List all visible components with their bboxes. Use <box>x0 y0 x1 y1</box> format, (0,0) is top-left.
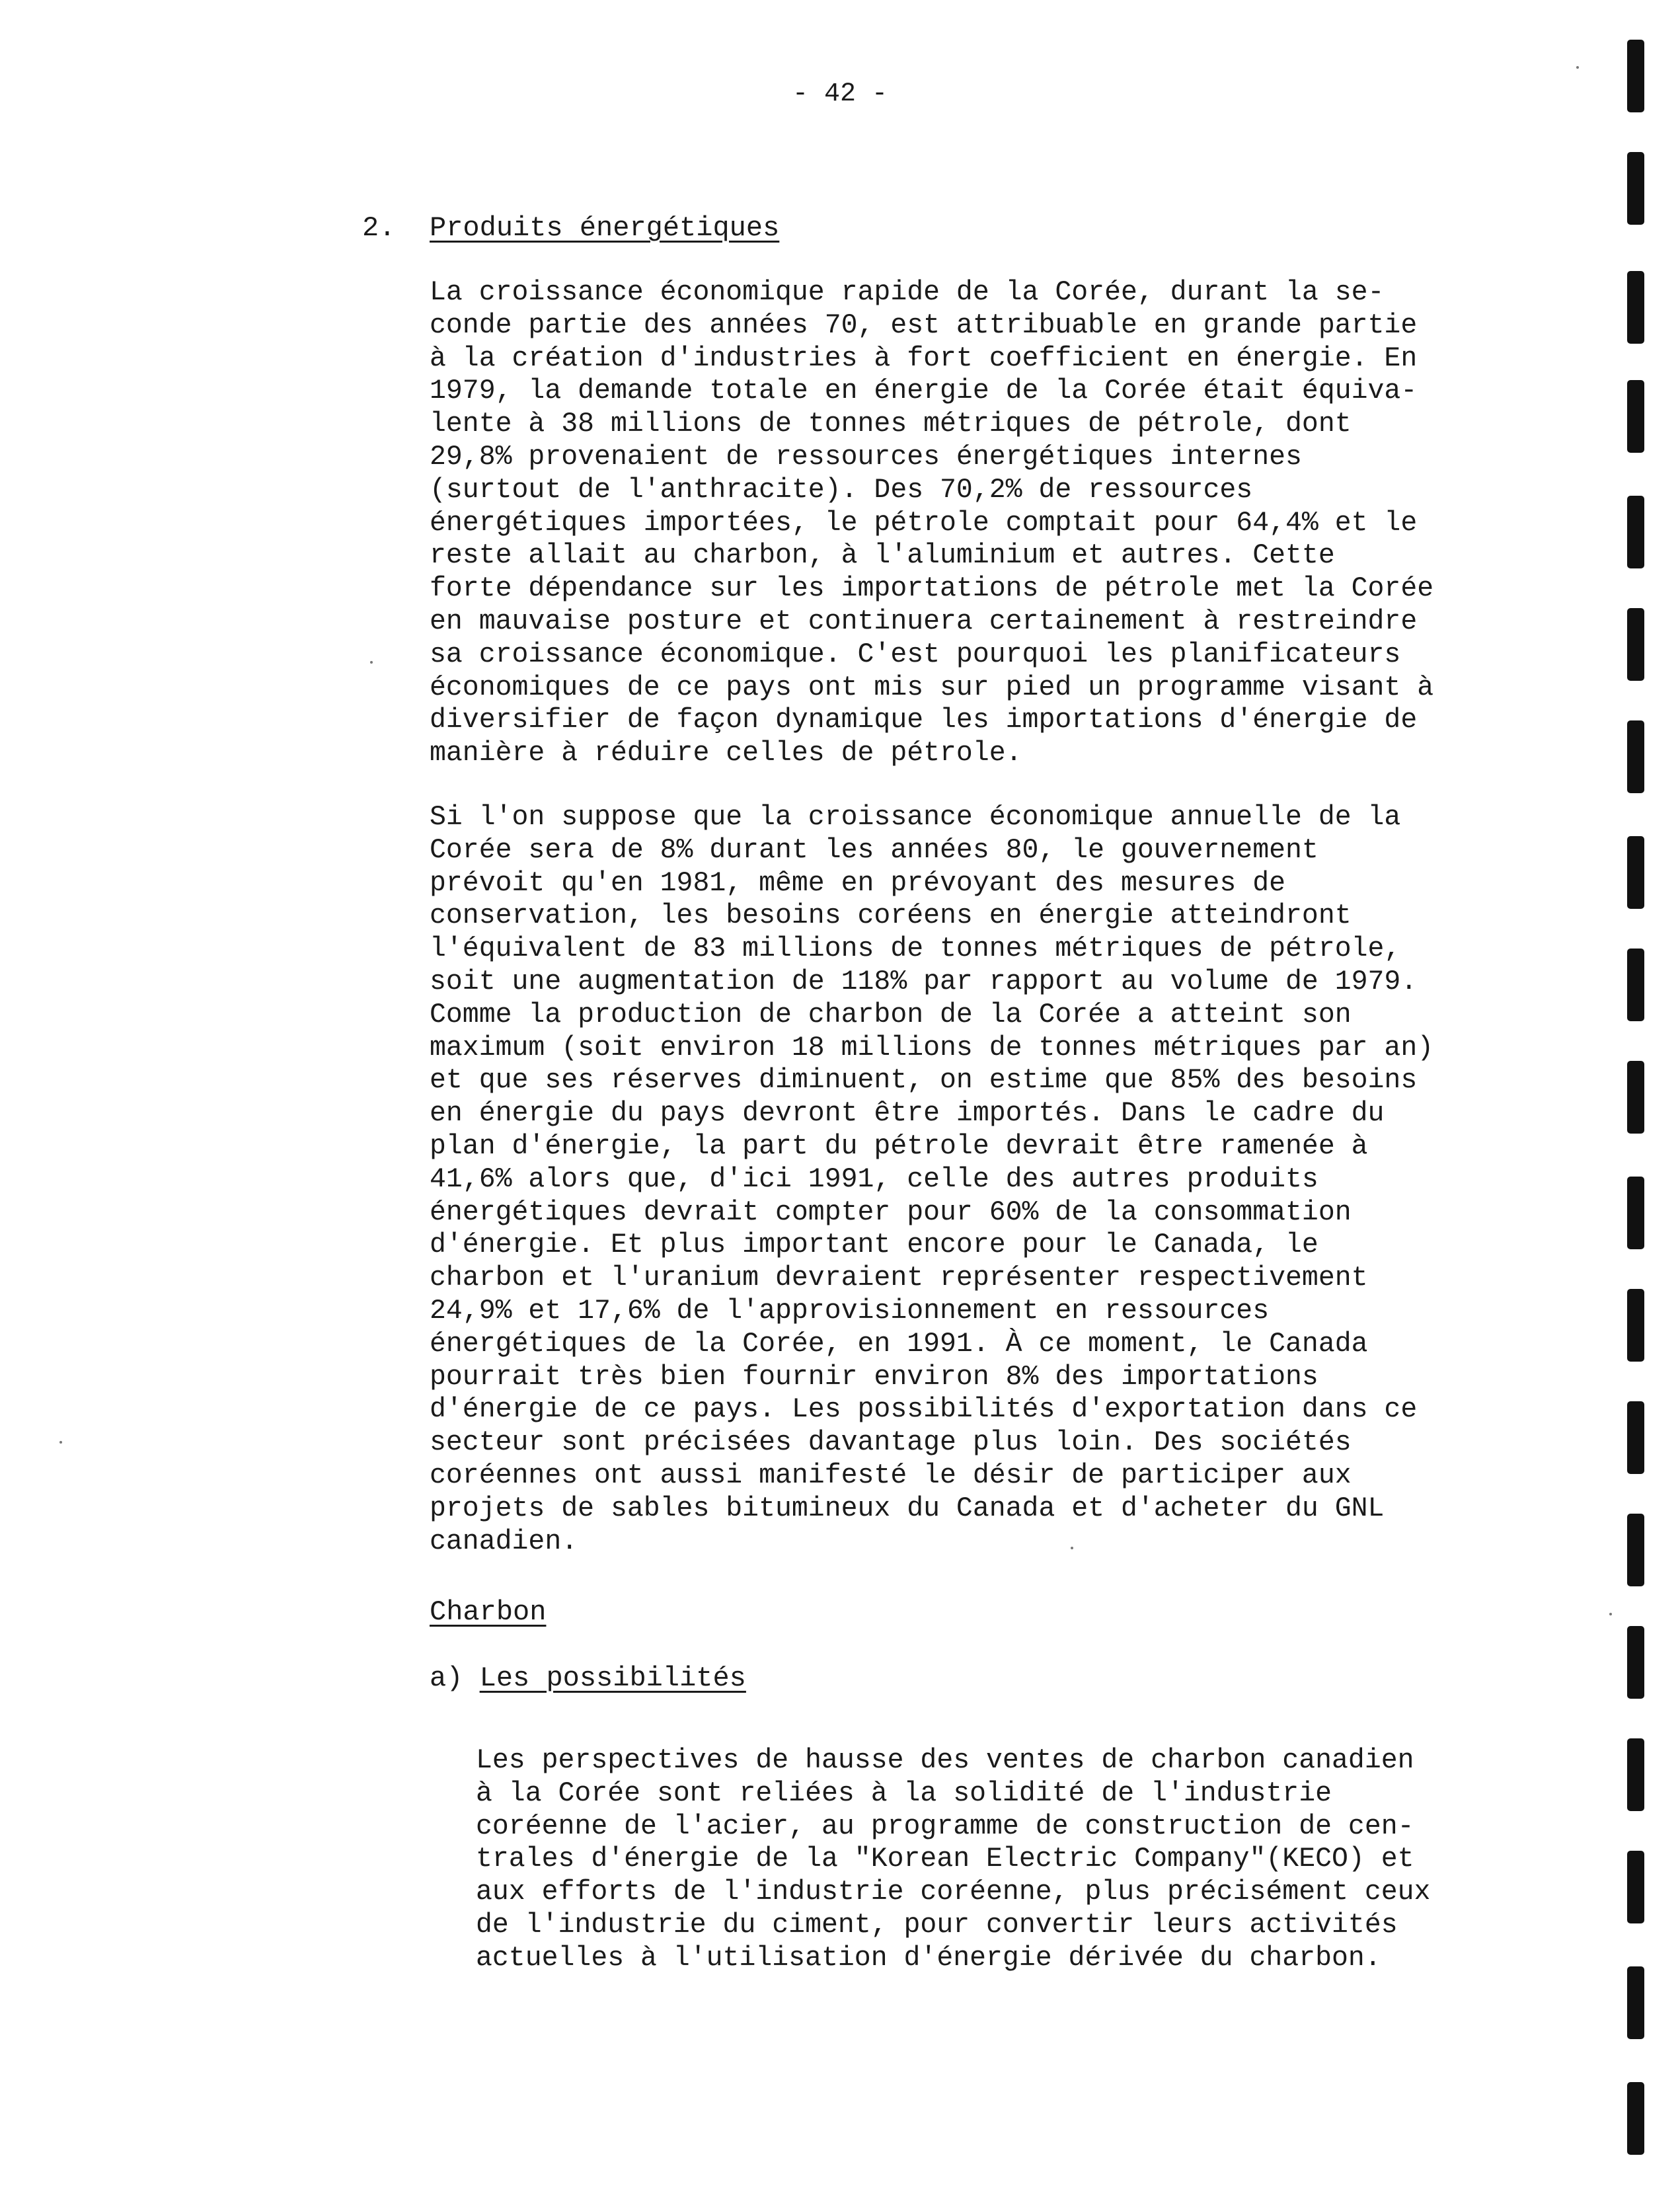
text-line: à la création d'industries à fort coefficient en énergie. En <box>430 342 1418 374</box>
binding-mark <box>1627 1738 1644 1811</box>
item-prefix: a) <box>430 1662 480 1694</box>
text-line: l'équivalent de 83 millions de tonnes métriques de pétrole, <box>430 933 1401 965</box>
binding-mark <box>1627 271 1644 344</box>
text-line: soit une augmentation de 118% par rapport au volume de 1979. <box>430 966 1418 997</box>
binding-mark <box>1627 1177 1644 1249</box>
text-line: secteur sont précisées davantage plus loin. Des sociétés <box>430 1427 1352 1459</box>
text-line: en mauvaise posture et continuera certainement à restreindre <box>430 605 1418 637</box>
text-line: 24,9% et 17,6% de l'approvisionnement en ressources <box>430 1295 1270 1327</box>
text-line: à la Corée sont reliées à la solidité de l'industrie <box>476 1777 1332 1809</box>
text-line: sa croissance économique. C'est pourquoi les planificateurs <box>430 639 1401 670</box>
subsection-title-text: Charbon <box>430 1596 547 1628</box>
text-line: Corée sera de 8% durant les années 80, le gouvernement <box>430 834 1318 866</box>
scan-speck <box>370 661 373 664</box>
text-line: 1979, la demande totale en énergie de la Corée était équiva- <box>430 375 1418 407</box>
binding-mark <box>1627 496 1644 568</box>
text-line: aux efforts de l'industrie coréenne, plus précisément ceux <box>476 1877 1431 1908</box>
text-line: maximum (soit environ 18 millions de tonnes métriques par an) <box>430 1032 1434 1064</box>
text-line: (surtout de l'anthracite). Des 70,2% de ressources <box>430 474 1253 506</box>
text-line: La croissance économique rapide de la Corée, durant la se- <box>430 277 1385 308</box>
item-title: Les possibilités <box>479 1662 746 1694</box>
subsection-title <box>430 1596 546 1629</box>
text-line: plan d'énergie, la part du pétrole devrait être ramenée à <box>430 1130 1368 1162</box>
binding-mark <box>1627 720 1644 793</box>
text-line: Si l'on suppose que la croissance économique annuelle de la <box>430 802 1401 833</box>
text-line: conservation, les besoins coréens en énergie atteindront <box>430 900 1352 932</box>
text-line: énergétiques devrait compter pour 60% de la consommation <box>430 1196 1352 1228</box>
binding-mark <box>1627 2082 1644 2155</box>
text-line: d'énergie. Et plus important encore pour le Canada, le <box>430 1229 1318 1261</box>
text-line: énergétiques importées, le pétrole comptait pour 64,4% et le <box>430 507 1418 539</box>
text-line: Les perspectives de hausse des ventes de charbon canadien <box>476 1745 1414 1776</box>
text-line: forte dépendance sur les importations de pétrole met la Corée <box>430 573 1434 605</box>
scan-speck <box>1609 1613 1612 1615</box>
binding-mark <box>1627 1851 1644 1923</box>
text-line: Comme la production de charbon de la Corée a atteint son <box>430 999 1352 1030</box>
text-line: conde partie des années 70, est attribuable en grande partie <box>430 309 1418 341</box>
text-line: de l'industrie du ciment, pour convertir leurs activités <box>476 1909 1398 1941</box>
subsection-item-heading <box>430 1662 746 1695</box>
section-title: Produits énergétiques <box>430 212 780 244</box>
text-line: énergétiques de la Corée, en 1991. À ce moment, le Canada <box>430 1328 1368 1360</box>
binding-mark <box>1627 608 1644 681</box>
binding-mark <box>1627 152 1644 225</box>
binding-mark <box>1627 836 1644 909</box>
scan-speck <box>1071 1547 1073 1549</box>
binding-marks <box>1601 0 1680 2209</box>
text-line: trales d'énergie de la "Korean Electric Company"(KECO) et <box>476 1843 1414 1875</box>
text-line: charbon et l'uranium devraient représenter respectivement <box>430 1262 1368 1294</box>
text-line: manière à réduire celles de pétrole. <box>430 738 1022 769</box>
text-line: coréennes ont aussi manifesté le désir de participer aux <box>430 1459 1352 1491</box>
text-line: lente à 38 millions de tonnes métriques de pétrole, dont <box>430 408 1352 440</box>
text-line: d'énergie de ce pays. Les possibilités d'exportation dans ce <box>430 1394 1418 1426</box>
section-number: 2. <box>362 212 396 244</box>
binding-mark <box>1627 1401 1644 1474</box>
paragraph-2 <box>430 801 1434 1558</box>
text-line: 41,6% alors que, d'ici 1991, celle des autres produits <box>430 1163 1318 1195</box>
text-line: pourrait très bien fournir environ 8% des importations <box>430 1361 1318 1393</box>
text-line: en énergie du pays devront être importés. Dans le cadre du <box>430 1098 1385 1130</box>
binding-mark <box>1627 1061 1644 1134</box>
binding-mark <box>1627 1289 1644 1362</box>
binding-mark <box>1627 380 1644 453</box>
binding-mark <box>1627 1626 1644 1699</box>
paragraph-1 <box>430 276 1434 770</box>
binding-mark <box>1627 949 1644 1021</box>
text-line: canadien. <box>430 1526 578 1557</box>
scan-speck <box>1576 66 1579 69</box>
text-line: reste allait au charbon, à l'aluminium et autres. Cette <box>430 540 1335 572</box>
binding-mark <box>1627 40 1644 112</box>
text-line: projets de sables bitumineux du Canada et d'acheter du GNL <box>430 1492 1385 1524</box>
text-line: et que ses réserves diminuent, on estime que 85% des besoins <box>430 1065 1418 1097</box>
text-line: coréenne de l'acier, au programme de construction de cen- <box>476 1810 1414 1842</box>
binding-mark <box>1627 1966 1644 2039</box>
section-heading <box>362 212 779 245</box>
paragraph-3 <box>476 1744 1431 1975</box>
binding-mark <box>1627 1514 1644 1586</box>
text-line: 29,8% provenaient de ressources énergétiques internes <box>430 441 1302 473</box>
scan-speck <box>59 1441 62 1444</box>
text-line: économiques de ce pays ont mis sur pied un programme visant à <box>430 672 1434 703</box>
text-line: diversifier de façon dynamique les importations d'énergie de <box>430 705 1418 736</box>
text-line: prévoit qu'en 1981, même en prévoyant des mesures de <box>430 867 1286 899</box>
text-line: actuelles à l'utilisation d'énergie dérivée du charbon. <box>476 1942 1381 1974</box>
page-number: - 42 - <box>792 79 888 109</box>
